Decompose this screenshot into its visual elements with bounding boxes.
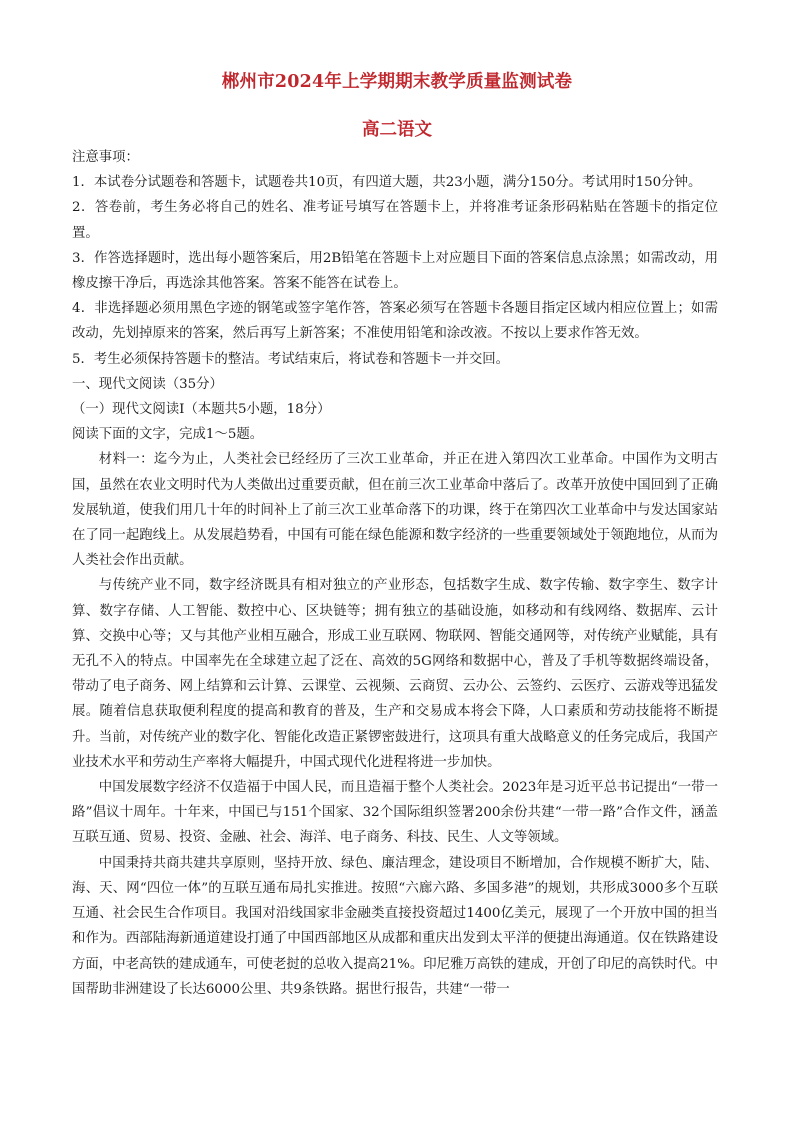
notice-item: 1．本试卷分试题卷和答题卡，试题卷共10页，有四道大题，共23小题，满分150分。考试用时150分钟。 <box>72 175 702 191</box>
passage-paragraph: 与传统产业不同，数字经济既具有相对独立的产业形态，包括数字生成、数字传输、数字孪生、数字计算、数字存储、人工智能、数控中心、区块链等；拥有独立的基础设施，如移动和有线网络、数据库、云计算、交换中心等；又与其他产业相互融合，形成工业互联网、物联网、智能交通网等，对传统产业赋能，具有无孔不入的特点。中国率先在全球建立起了泛在、高效的5G网络和数据中心，普及了手机等数据终端设备，带动了电子商务、网上结算和云计算、云课堂、云视频、云商贸、云办公、云签约、云医疗、云游戏等迅猛发展。随着信息获取便利程度的提高和教育的普及，生产和交易成本将会下降，人口素质和劳动技能将不断提升。当前，对传统产业的数字化、智能化改造正紧锣密鼓进行，这项具有重大战略意义的任务完成后，我国产业技术水平和劳动生产率将大幅提升，中国式现代化进程将进一步加快。 <box>72 578 718 770</box>
notice-item: 3．作答选择题时，选出每小题答案后，用2B铅笔在答题卡上对应题目下面的答案信息点涂黑；如需改动，用橡皮擦干净后，再选涂其他答案。答案不能答在试卷上。 <box>72 250 718 292</box>
notice-item: 4．非选择题必须用黑色字迹的钢笔或签字笔作答，答案必须写在答题卡各题目指定区域内相应位置上；如需改动，先划掉原来的答案，然后再写上新答案；不准使用铅笔和涂改液。不按以上要求作答无效。 <box>72 301 718 342</box>
passage-paragraph: 材料一：迄今为止，人类社会已经经历了三次工业革命，并正在进入第四次工业革命。中国作为文明古国，虽然在农业文明时代为人类做出过重要贡献，但在前三次工业革命中落后了。改革开放使中国回到了正确发展轨道，使我们用几十年的时间补上了前三次工业革命落下的功课，终于在第四次工业革命中与发达国家站在了同一起跑线上。从发展趋势看，中国有可能在绿色能源和数字经济的一些重要领域处于领跑地位，从而为人类社会作出贡献。 <box>72 452 718 569</box>
passage-paragraph: 中国发展数字经济不仅造福于中国人民，而且造福于整个人类社会。2023年是习近平总书记提出“一带一路”倡议十周年。十年来，中国已与151个国家、32个国际组织签署200余份共建“一带一路”合作文件，涵盖互联互通、贸易、投资、金融、社会、海洋、电子商务、科技、民生、人文等领域。 <box>72 780 718 846</box>
section-heading: 一、现代文阅读（35分） <box>72 376 223 392</box>
notice-item: 2．答卷前，考生务必将自己的姓名、准考证号填写在答题卡上，并将准考证条形码粘贴在答题卡的指定位置。 <box>72 200 718 241</box>
exam-body <box>72 145 718 1002</box>
subsection-heading: （一）现代文阅读Ⅰ（本题共5小题，18分） <box>72 402 331 418</box>
notice-heading: 注意事项： <box>72 150 139 165</box>
exam-subject: 高二语文 <box>362 120 432 140</box>
passage-paragraph: 中国秉持共商共建共享原则，坚持开放、绿色、廉洁理念，建设项目不断增加，合作规模不断扩大，陆、海、天、网“四位一体”的互联互通布局扎实推进。按照“六廊六路、多国多港”的规划，共形成3000多个互联互通、社会民生合作项目。我国对沿线国家非金融类直接投资超过1400亿美元，展现了一个开放中国的担当和作为。西部陆海新通道建设打通了中国西部地区从成都和重庆出发到太平洋的便捷出海通道。仅在铁路建设方面，中老高铁的建成通车，可使老挝的总收入提高21%。印尼雅万高铁的建成，开创了印尼的高铁时代。中国帮助非洲建设了长达6000公里、共9条铁路。据世行报告，共建“一带一 <box>72 855 718 997</box>
reading-instruction: 阅读下面的文字，完成1～5题。 <box>72 427 264 443</box>
notice-item: 5．考生必须保持答题卡的整洁。考试结束后，将试卷和答题卡一并交回。 <box>72 351 510 367</box>
exam-title: 郴州市2024年上学期期末教学质量监测试卷 <box>221 72 573 92</box>
